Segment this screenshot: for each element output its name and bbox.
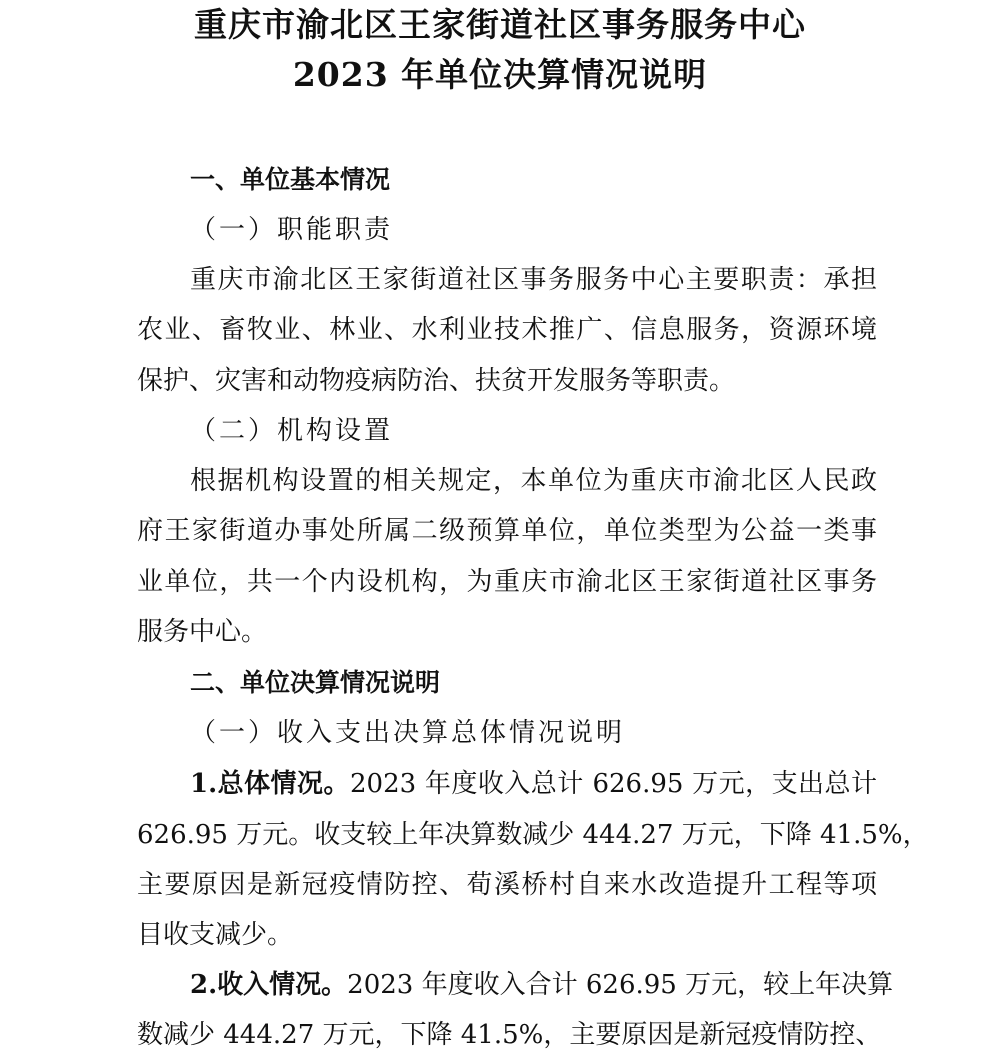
paragraph-functions-line: 重庆市渝北区王家街道社区事务服务中心主要职责：承担	[190, 265, 877, 295]
paragraph-overall-lead: 1.总体情况。	[190, 769, 350, 799]
paragraph-overall-line: 626.95 万元。收支较上年决算数减少 444.27 万元，下降 41.5%，	[137, 820, 929, 850]
paragraph-overall-text: 2023 年度收入总计 626.95 万元，支出总计	[349, 769, 877, 799]
paragraph-structure-line: 府王家街道办事处所属二级预算单位，单位类型为公益一类事	[137, 516, 877, 546]
paragraph-functions-line: 保护、灾害和动物疫病防治、扶贫开发服务等职责。	[137, 366, 736, 396]
paragraph-structure-line: 服务中心。	[137, 617, 268, 647]
paragraph-income-lead: 2.收入情况。	[190, 970, 348, 1000]
paragraph-structure-line: 根据机构设置的相关规定，本单位为重庆市渝北区人民政	[190, 466, 877, 496]
paragraph-structure-line: 业单位，共一个内设机构，为重庆市渝北区王家街道社区事务	[137, 567, 877, 597]
paragraph-functions-line: 农业、畜牧业、林业、水利业技术推广、信息服务，资源环境	[137, 315, 877, 345]
paragraph-income-line: 数减少 444.27 万元，下降 41.5%，主要原因是新冠疫情防控、	[137, 1020, 882, 1050]
document-title-line1: 重庆市渝北区王家街道社区事务服务中心	[194, 5, 806, 44]
paragraph-overall-line: 主要原因是新冠疫情防控、荀溪桥村自来水改造提升工程等项	[137, 870, 877, 900]
paragraph-income-text: 2023 年度收入合计 626.95 万元，较上年决算	[347, 970, 894, 1000]
paragraph-overall-line	[190, 767, 877, 801]
document-title-line2: 2023 年单位决算情况说明	[292, 55, 708, 94]
section1-subheading-functions: （一）职能职责	[190, 215, 394, 245]
section1-heading: 一、单位基本情况	[190, 165, 391, 194]
section2-heading: 二、单位决算情况说明	[190, 668, 441, 697]
section2-subheading-overview: （一）收入支出决算总体情况说明	[190, 718, 626, 748]
paragraph-overall-line: 目收支减少。	[137, 920, 294, 950]
section1-subheading-structure: （二）机构设置	[190, 416, 394, 446]
paragraph-income-line	[190, 968, 894, 1002]
